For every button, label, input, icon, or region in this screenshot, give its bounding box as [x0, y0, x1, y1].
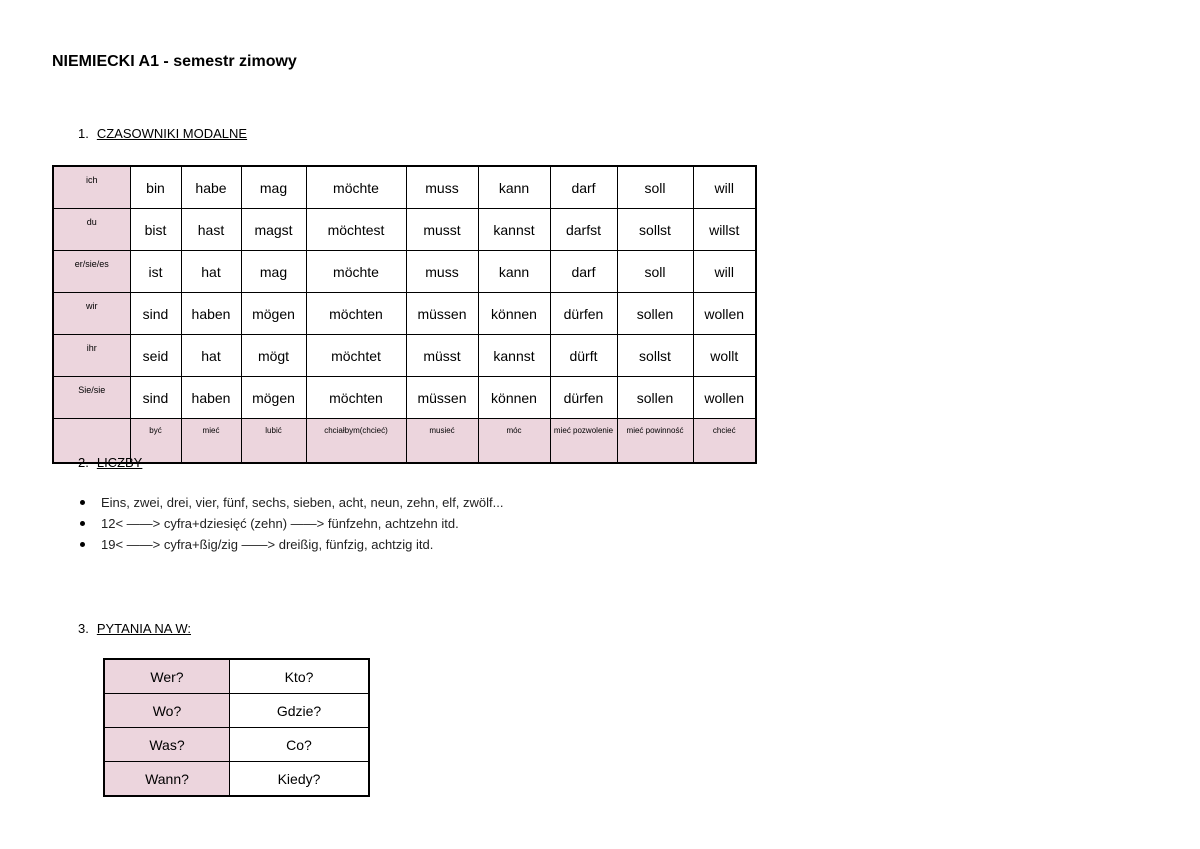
section-number: 1. — [78, 126, 89, 141]
verb-form-cell: hast — [181, 209, 241, 251]
meaning-cell: mieć — [181, 419, 241, 464]
meaning-cell: lubić — [241, 419, 306, 464]
verb-form-cell: sollst — [617, 209, 693, 251]
list-item — [78, 534, 503, 555]
verb-form-cell: bin — [130, 166, 181, 209]
verb-form-cell: darf — [550, 251, 617, 293]
verb-form-cell: muss — [406, 166, 478, 209]
list-item-text: 19< ——> cyfra+ßig/zig ——> dreißig, fünfzig, achtzig itd. — [101, 537, 434, 552]
verb-form-cell: mögen — [241, 293, 306, 335]
verb-form-cell: möchte — [306, 251, 406, 293]
verb-form-cell: mag — [241, 166, 306, 209]
table-row — [104, 762, 369, 797]
meaning-cell: mieć powinność — [617, 419, 693, 464]
table-row — [104, 694, 369, 728]
table-row — [53, 251, 756, 293]
table-row — [53, 209, 756, 251]
verb-form-cell: können — [478, 293, 550, 335]
numbers-list — [78, 492, 503, 555]
verb-form-cell: müssen — [406, 293, 478, 335]
section-number: 3. — [78, 621, 89, 636]
verb-form-cell: darfst — [550, 209, 617, 251]
answer-cell: Kiedy? — [230, 762, 370, 797]
verb-form-cell: ist — [130, 251, 181, 293]
verb-form-cell: kannst — [478, 335, 550, 377]
table-row — [53, 293, 756, 335]
verb-form-cell: mögt — [241, 335, 306, 377]
meaning-cell: móc — [478, 419, 550, 464]
verb-form-cell: sollen — [617, 377, 693, 419]
verb-form-cell: müssen — [406, 377, 478, 419]
verb-form-cell: kannst — [478, 209, 550, 251]
meaning-cell: mieć pozwolenie — [550, 419, 617, 464]
table-row — [53, 377, 756, 419]
question-cell: Wo? — [104, 694, 230, 728]
meaning-cell: chcieć — [693, 419, 756, 464]
list-item — [78, 513, 503, 534]
verb-form-cell: bist — [130, 209, 181, 251]
table-row — [53, 335, 756, 377]
section-title: CZASOWNIKI MODALNE — [96, 126, 248, 141]
section-heading-w-questions — [78, 621, 191, 636]
verb-form-cell: willst — [693, 209, 756, 251]
verb-form-cell: dürfen — [550, 377, 617, 419]
verb-form-cell: wollen — [693, 377, 756, 419]
section-heading-numbers — [78, 455, 142, 470]
answer-cell: Kto? — [230, 659, 370, 694]
verb-form-cell: haben — [181, 377, 241, 419]
verb-form-cell: kann — [478, 166, 550, 209]
list-item-text: Eins, zwei, drei, vier, fünf, sechs, sieben, acht, neun, zehn, elf, zwölf... — [101, 495, 504, 510]
verb-form-cell: soll — [617, 166, 693, 209]
question-cell: Was? — [104, 728, 230, 762]
meaning-cell: być — [130, 419, 181, 464]
section-heading-modal-verbs — [78, 126, 247, 141]
verb-form-cell: sind — [130, 377, 181, 419]
bullet-icon — [80, 500, 85, 505]
section-title: LICZBY — [96, 455, 143, 470]
verb-form-cell: möchtet — [306, 335, 406, 377]
verb-form-cell: dürfen — [550, 293, 617, 335]
section-number: 2. — [78, 455, 89, 470]
list-item — [78, 492, 503, 513]
verb-form-cell: haben — [181, 293, 241, 335]
modal-verbs-table — [52, 165, 757, 464]
verb-form-cell: wollt — [693, 335, 756, 377]
answer-cell: Co? — [230, 728, 370, 762]
bullet-icon — [80, 542, 85, 547]
verb-form-cell: sollst — [617, 335, 693, 377]
question-cell: Wer? — [104, 659, 230, 694]
pronoun-cell: Sie/sie — [53, 377, 130, 419]
verb-form-cell: will — [693, 251, 756, 293]
table-row — [104, 659, 369, 694]
list-item-text: 12< ——> cyfra+dziesięć (zehn) ——> fünfzehn, achtzehn itd. — [101, 516, 459, 531]
verb-form-cell: soll — [617, 251, 693, 293]
meaning-row — [53, 419, 756, 464]
verb-form-cell: sollen — [617, 293, 693, 335]
pronoun-cell: ihr — [53, 335, 130, 377]
verb-form-cell: mag — [241, 251, 306, 293]
verb-form-cell: sind — [130, 293, 181, 335]
pronoun-cell: er/sie/es — [53, 251, 130, 293]
verb-form-cell: hat — [181, 335, 241, 377]
section-title: PYTANIA NA W: — [96, 621, 191, 636]
verb-form-cell: können — [478, 377, 550, 419]
verb-form-cell: hat — [181, 251, 241, 293]
pronoun-cell: du — [53, 209, 130, 251]
verb-form-cell: will — [693, 166, 756, 209]
verb-form-cell: magst — [241, 209, 306, 251]
verb-form-cell: möchten — [306, 293, 406, 335]
verb-form-cell: muss — [406, 251, 478, 293]
meaning-cell: musieć — [406, 419, 478, 464]
table-row — [53, 166, 756, 209]
question-cell: Wann? — [104, 762, 230, 797]
page-title: NIEMIECKI A1 - semestr zimowy — [52, 53, 297, 70]
bullet-icon — [80, 521, 85, 526]
verb-form-cell: darf — [550, 166, 617, 209]
verb-form-cell: habe — [181, 166, 241, 209]
verb-form-cell: müsst — [406, 335, 478, 377]
verb-form-cell: musst — [406, 209, 478, 251]
verb-form-cell: möchte — [306, 166, 406, 209]
verb-form-cell: seid — [130, 335, 181, 377]
pronoun-cell: wir — [53, 293, 130, 335]
verb-form-cell: mögen — [241, 377, 306, 419]
verb-form-cell: möchtest — [306, 209, 406, 251]
verb-form-cell: kann — [478, 251, 550, 293]
table-row — [104, 728, 369, 762]
verb-form-cell: dürft — [550, 335, 617, 377]
answer-cell: Gdzie? — [230, 694, 370, 728]
w-questions-table — [103, 658, 370, 797]
verb-form-cell: möchten — [306, 377, 406, 419]
meaning-cell: chciałbym(chcieć) — [306, 419, 406, 464]
verb-form-cell: wollen — [693, 293, 756, 335]
pronoun-cell: ich — [53, 166, 130, 209]
